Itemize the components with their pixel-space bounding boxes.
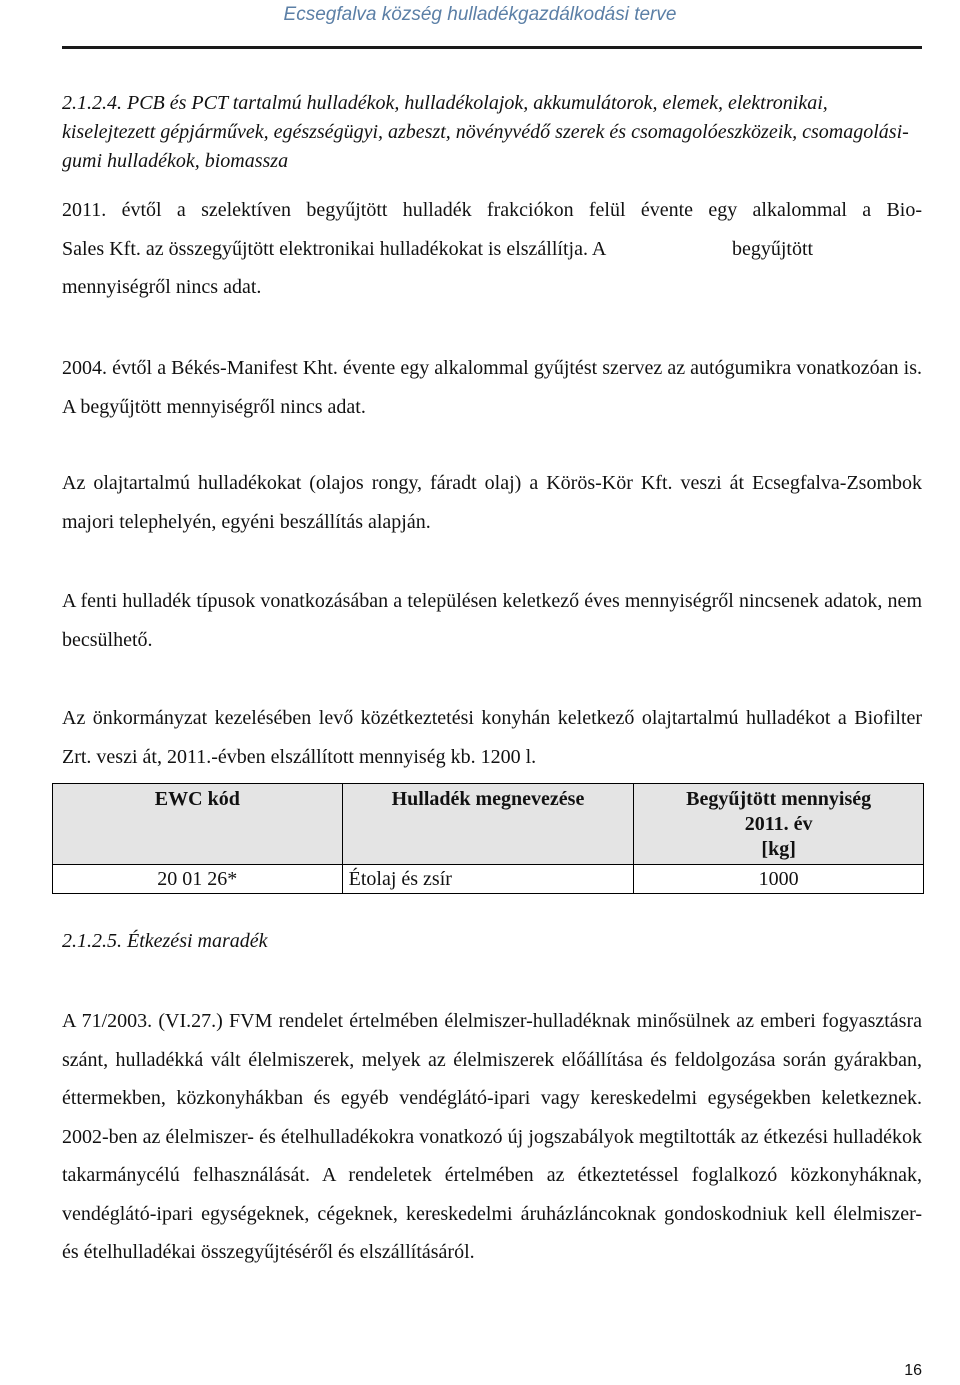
- paragraph-biosales: [62, 191, 922, 307]
- paragraph-biosales-line2-text: Sales Kft. az összegyűjtött elektronikai hulladékokat is elszállítja. A: [62, 237, 607, 260]
- section-pcb-heading-block: [62, 89, 922, 176]
- paragraph-fenti: A fenti hulladék típusok vonatkozásában a településen keletkező éves mennyiségről nincsenek adatok, nem becsülhető.: [62, 590, 922, 651]
- page-number: 16: [904, 1362, 922, 1379]
- header-rule: [62, 46, 922, 49]
- table-cell-ewc: 20 01 26*: [53, 865, 343, 894]
- section-heading-pcb: 2.1.2.4. PCB és PCT tartalmú hulladékok, hulladékolajok, akkumulátorok, elemek, elektronikai, kiselejtezett gépjárművek, egészségügyi, azbeszt, növényvédő szerek és csomagolóeszközeik, csomagolási-gumi hulladékok, biomassza: [62, 92, 909, 172]
- paragraph-biosales-line1: 2011. évtől a szelektíven begyűjtött hulladék frakciókon felül évente egy alkalommal a Bio-: [62, 199, 922, 221]
- paragraph-etkezesi: A 71/2003. (VI.27.) FVM rendelet értelmében élelmiszer-hulladéknak minősülnek az emberi fogyasztásra szánt, hulladékká vált élelmiszerek, melyek az élelmiszerek előállítása és feldolgozása során gyárakban, éttermekben, közkonyhákban és egyéb vendéglátó-ipari vagy kereskedelmi egységekben keletkeznek. 2002-ben az élelmiszer- és ételhulladékokra vonatkozó új jogszabályok megtiltották az étkezési hulladékok takarmánycélú felhasználását. A rendeletek értelmében az étkeztetéssel foglalkozó közkonyháknak, vendéglátó-ipari egységeknek, cégeknek, kereskedelmi áruházláncoknak gondoskodniuk kell élelmiszer- és ételhulladékai összegyűjtéséről és elszállításáról.: [62, 1010, 922, 1263]
- table-header-quantity-line2: 2011. év: [744, 813, 813, 835]
- table-row: [53, 865, 924, 894]
- section-etkezesi-heading-block: [62, 927, 922, 956]
- paragraph-biosales-line3: mennyiségről nincs adat.: [62, 276, 262, 298]
- paragraph-konyha-block: [62, 699, 922, 776]
- paragraph-biosales-line2-word: begyűjtött: [732, 237, 814, 260]
- paragraph-fenti-block: [62, 582, 922, 659]
- table-header-quantity-line3: [kg]: [761, 838, 796, 860]
- table-header-name: Hulladék megnevezése: [342, 784, 634, 865]
- paragraph-manifest-block: [62, 349, 922, 426]
- paragraph-etkezesi-block: [62, 1002, 922, 1272]
- paragraph-manifest: 2004. évtől a Békés-Manifest Kht. évente egy alkalommal gyűjtést szervez az autógumikra vonatkozóan is. A begyűjtött mennyiségről nincs adat.: [62, 357, 922, 418]
- paragraph-konyha: Az önkormányzat kezelésében levő közétkeztetési konyhán keletkező olajtartalmú hulladékot a Biofilter Zrt. veszi át, 2011.-évben elszállított mennyiség kb. 1200 l.: [62, 707, 922, 768]
- running-header: Ecsegfalva község hulladékgazdálkodási terve: [283, 4, 677, 25]
- paragraph-biosales-line2: [62, 230, 922, 269]
- table-header-quantity: [634, 784, 924, 865]
- paragraph-olaj-block: [62, 464, 922, 541]
- table-cell-quantity: 1000: [634, 865, 924, 894]
- table-header-ewc: EWC kód: [53, 784, 343, 865]
- paragraph-olaj: Az olajtartalmú hulladékokat (olajos rongy, fáradt olaj) a Körös-Kör Kft. veszi át Ecsegfalva-Zsombok majori telephelyén, egyéni beszállítás alapján.: [62, 472, 922, 533]
- table-header-quantity-line1: Begyűjtött mennyiség: [686, 788, 872, 810]
- table-cell-name: Étolaj és zsír: [342, 865, 634, 894]
- waste-table: [52, 783, 924, 894]
- section-heading-etkezesi: 2.1.2.5. Étkezési maradék: [62, 930, 268, 952]
- table-header-row: [53, 784, 924, 865]
